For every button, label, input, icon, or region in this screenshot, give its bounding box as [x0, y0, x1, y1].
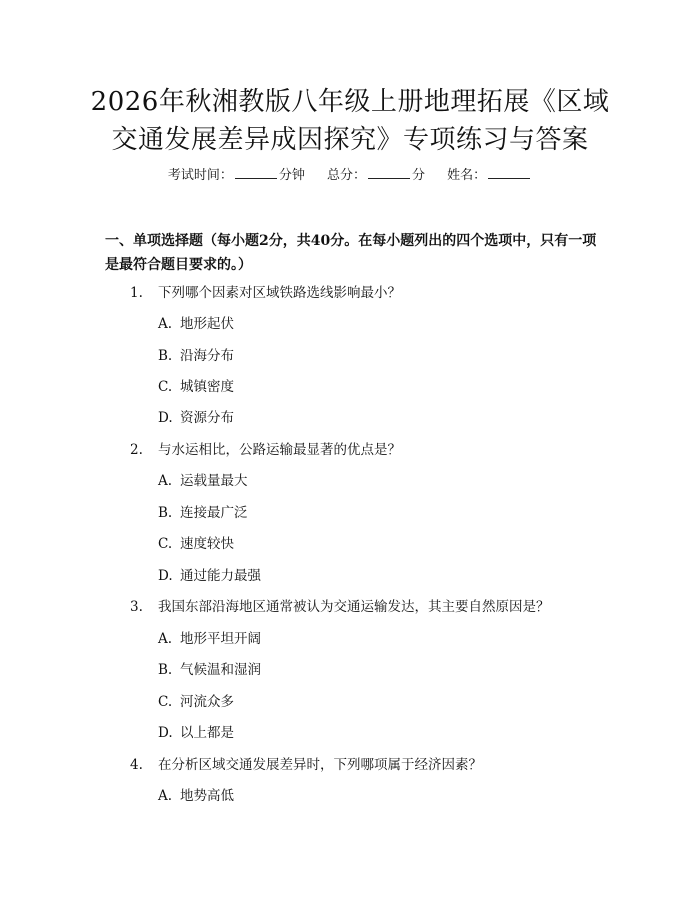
option-letter: D. [158, 568, 173, 584]
student-name-blank[interactable] [488, 166, 530, 179]
section-heading-line-2: 是最符合题目要求的。） [105, 257, 252, 273]
option-letter: C. [158, 379, 173, 395]
question-2-option-d[interactable] [158, 566, 261, 586]
question-2-option-b[interactable] [158, 503, 248, 523]
option-text: 城镇密度 [180, 379, 234, 395]
section-heading-line-1: 一、单项选择题（每小题2分，共40分。在每小题列出的四个选项中，只有一项 [105, 233, 597, 249]
exam-time-blank[interactable] [235, 166, 277, 179]
exam-time-label: 考试时间： [167, 168, 233, 183]
question-text: 下列哪个因素对区域铁路选线影响最小？ [158, 285, 401, 301]
option-letter: A. [158, 473, 173, 489]
question-1-option-c[interactable] [158, 377, 234, 397]
option-text: 地形平坦开阔 [180, 631, 261, 647]
question-4 [130, 755, 482, 775]
question-text: 与水运相比，公路运输最显著的优点是？ [158, 442, 401, 458]
total-score-blank[interactable] [368, 166, 410, 179]
option-text: 运载量最大 [180, 473, 248, 489]
option-text: 地形起伏 [180, 316, 234, 332]
option-text: 连接最广泛 [180, 505, 248, 521]
question-1-option-a[interactable] [158, 314, 234, 334]
option-text: 地势高低 [180, 788, 234, 804]
option-letter: A. [158, 316, 173, 332]
option-text: 通过能力最强 [180, 568, 261, 584]
option-text: 速度较快 [180, 536, 234, 552]
question-2 [130, 440, 401, 460]
student-name-label: 姓名： [447, 168, 487, 183]
question-2-option-a[interactable] [158, 471, 248, 491]
question-text: 我国东部沿海地区通常被认为交通运输发达，其主要自然原因是？ [158, 599, 550, 615]
exam-time-unit: 分钟 [278, 168, 305, 183]
question-3-option-b[interactable] [158, 660, 261, 680]
question-text: 在分析区域交通发展差异时，下列哪项属于经济因素？ [158, 757, 482, 773]
option-letter: C. [158, 694, 173, 710]
option-text: 沿海分布 [180, 348, 234, 364]
total-score-label: 总分： [326, 168, 366, 183]
exam-time-field [168, 168, 309, 183]
option-letter: A. [158, 631, 173, 647]
question-3 [130, 597, 550, 617]
option-letter: C. [158, 536, 173, 552]
page-title-line-2: 交通发展差异成因探究》专项练习与答案 [111, 125, 589, 155]
question-number: 2. [130, 442, 143, 458]
question-1-option-b[interactable] [158, 346, 234, 366]
student-name-field [447, 168, 532, 183]
option-letter: A. [158, 788, 173, 804]
question-1-option-d[interactable] [158, 408, 234, 428]
exam-info-row [0, 166, 700, 186]
option-text: 以上都是 [180, 725, 234, 741]
question-2-option-c[interactable] [158, 534, 234, 554]
page-title-line-1: 2026年秋湘教版八年级上册地理拓展《区域 [90, 87, 610, 117]
option-letter: D. [158, 725, 173, 741]
question-3-option-c[interactable] [158, 692, 234, 712]
question-3-option-d[interactable] [158, 723, 234, 743]
question-3-option-a[interactable] [158, 629, 261, 649]
option-letter: B. [158, 662, 173, 678]
option-text: 气候温和湿润 [180, 662, 261, 678]
total-score-field [327, 168, 429, 183]
option-text: 河流众多 [180, 694, 234, 710]
question-number: 3. [130, 599, 143, 615]
option-letter: B. [158, 505, 173, 521]
total-score-unit: 分 [412, 168, 426, 183]
question-4-option-a[interactable] [158, 786, 234, 806]
question-number: 1. [130, 285, 143, 301]
option-text: 资源分布 [180, 410, 234, 426]
question-1 [130, 283, 401, 303]
option-letter: B. [158, 348, 173, 364]
option-letter: D. [158, 410, 173, 426]
question-number: 4. [130, 757, 143, 773]
